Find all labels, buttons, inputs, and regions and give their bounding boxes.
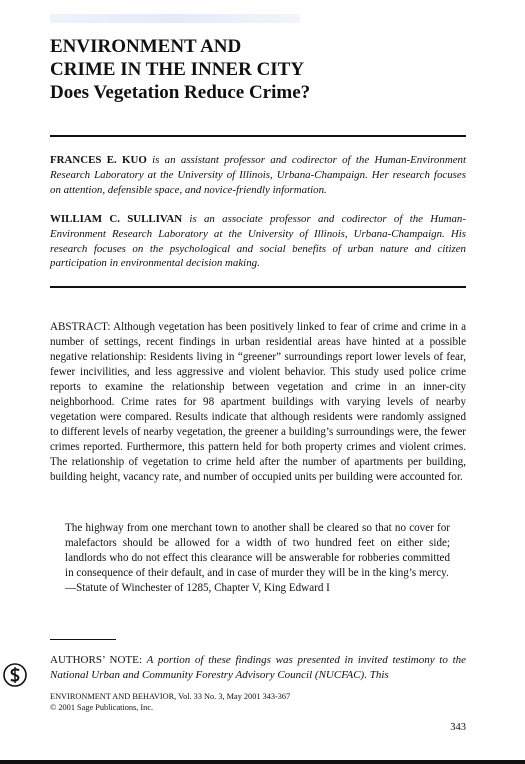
top-divider [50, 135, 466, 137]
author-name: WILLIAM C. SULLIVAN [50, 213, 183, 225]
author-name: FRANCES E. KUO [50, 154, 147, 166]
title-line-1: ENVIRONMENT AND [50, 36, 242, 57]
authors-note [50, 653, 466, 684]
abstract: ABSTRACT: Although vegetation has been positively linked to fear of crime and crime in a number of settings, recent findings in urban residential areas have hinted at a possible negative relationship: Residents living in “greener” surroundings report lower levels of fear, fewer incivilities, and less aggressive and violent behavior. This study used police crime reports to examine the relationship between vegetation and crime in an inner-city neighborhood. Crime rates for 98 apartment buildings with varying levels of nearby vegetation were compared. Results indicate that although residents were randomly assigned to different levels of nearby vegetation, the greener a building’s surroundings were, the fewer crimes reported. Furthermore, this pattern held for both property crimes and violent crimes. The relationship of vegetation to crime held after the number of apartments per building, building height, vacancy rate, and number of occupied units per building were accounted for. [50, 321, 466, 483]
epigraph [65, 521, 450, 596]
epigraph-quote: The highway from one merchant town to another shall be cleared so that no cover for malefactors should be allowed for a width of two hundred feet on either side; landlords who do not effect this clearance will be answerable for robberies committed in consequence of their default, and in case of murder they will be in the king’s mercy. [65, 522, 450, 579]
title-line-2: CRIME IN THE INNER CITY [50, 59, 305, 80]
dollar-circle-icon [3, 663, 27, 687]
page-number: 343 [450, 722, 466, 733]
epigraph-citation: —Statute of Winchester of 1285, Chapter V, King Edward I [65, 581, 330, 594]
authors-note-label: AUTHORS’ NOTE: [50, 654, 142, 666]
bio-divider [50, 286, 466, 288]
author-bio-text: is an assistant professor and codirector of the Human-Environment Research Laboratory at the University of Illinois, Urbana-Champaign. Her research focuses on attention, defensible space, and novice-friendly information. [50, 154, 466, 196]
authors-note-text: A portion of these findings was presented in invited testimony to the National Urban and Community Forestry Advisory Council (NUCFAC). This [50, 654, 467, 682]
footnote-divider [50, 639, 116, 640]
journal-citation: ENVIRONMENT AND BEHAVIOR, Vol. 33 No. 3, May 2001 343-367 [50, 692, 291, 701]
header-banner [50, 14, 300, 23]
page-bottom-edge [0, 760, 525, 764]
author-bio-kuo [50, 153, 466, 197]
article-title [50, 35, 470, 104]
author-bio-sullivan [50, 212, 466, 271]
journal-copyright: © 2001 Sage Publications, Inc. [50, 703, 154, 712]
title-subtitle: Does Vegetation Reduce Crime? [50, 82, 311, 103]
author-bio-text: is an associate professor and codirector of the Human-Environment Research Laboratory at the University of Illinois, Urbana-Champaign. His research focuses on the psychological and social benefits of urban nature and citizen participation in environmental decision making. [50, 213, 467, 270]
journal-info [50, 691, 290, 713]
